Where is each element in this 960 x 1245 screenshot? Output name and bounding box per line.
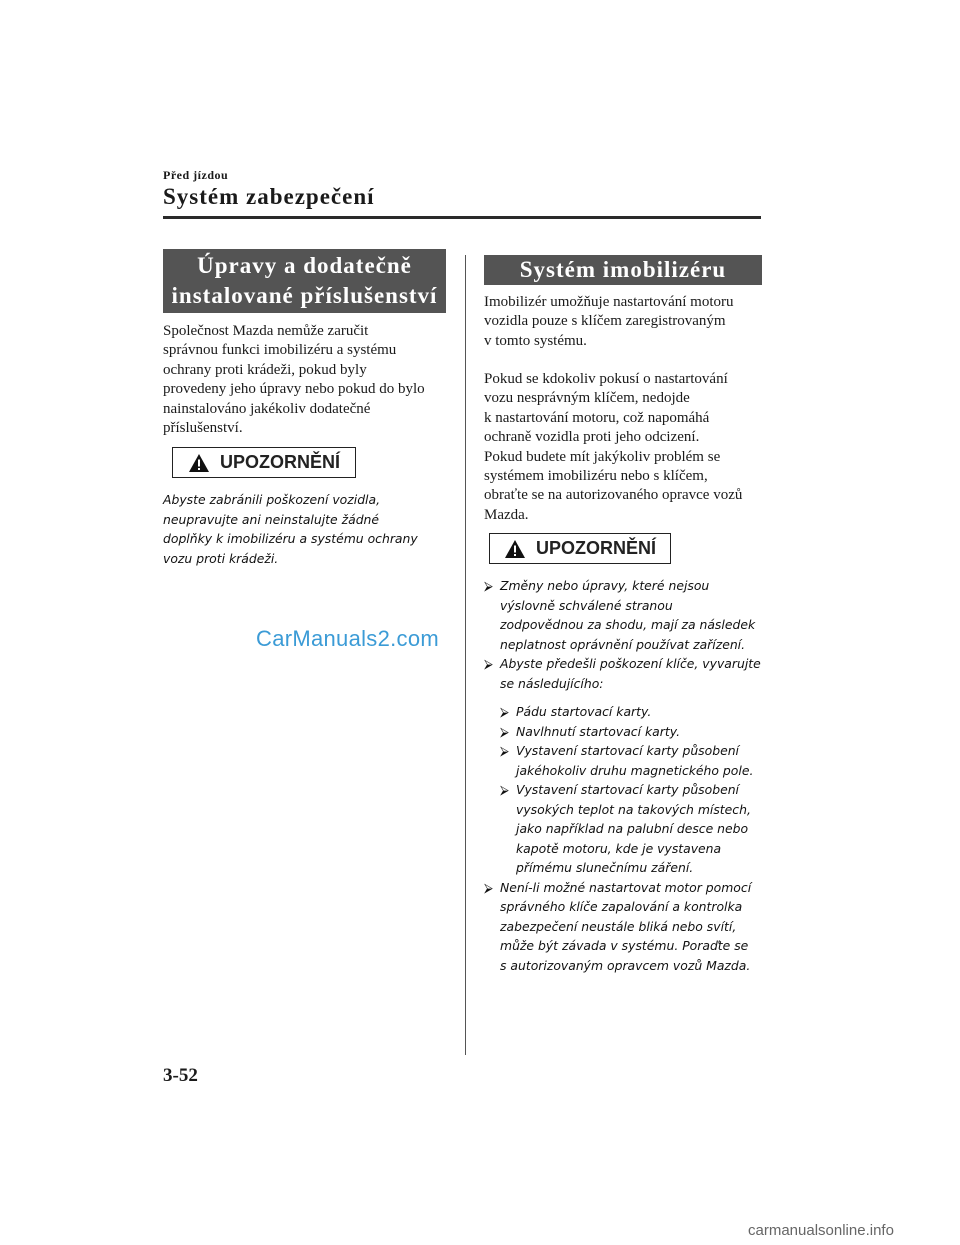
page-title: Systém zabezpečení <box>163 184 375 209</box>
heading-immobilizer: Systém imobilizéru <box>484 255 762 285</box>
text-line: nainstalováno jakékoliv dodatečné <box>163 400 371 417</box>
arrow-bullet-icon: ⮚ <box>500 743 509 758</box>
text-line: vozu nesprávným klíčem, nedojde <box>484 390 690 407</box>
text-line: vysokých teplot na takových místech, <box>516 801 751 817</box>
warning-text-left <box>163 490 453 568</box>
sub-list-item <box>500 780 764 878</box>
warning-box-right <box>489 533 671 564</box>
text-line: provedeny jeho úpravy nebo pokud do bylo <box>163 381 425 398</box>
heading-accessories-line1: Úpravy a dodatečně <box>197 253 412 278</box>
text-line: příslušenství. <box>163 420 243 437</box>
text-line: s autorizovaným opravcem vozů Mazda. <box>500 957 751 973</box>
warning-label: UPOZORNĚNÍ <box>535 538 656 558</box>
warning-box-left <box>172 447 356 478</box>
text-line: v tomto systému. <box>484 332 587 349</box>
warning-label: UPOZORNĚNÍ <box>219 452 340 472</box>
text-line: Vystavení startovací karty působení <box>516 743 739 758</box>
text-line: jakéhokoliv druhu magnetického pole. <box>516 762 754 778</box>
list-item <box>484 878 764 976</box>
text-line: se následujícího: <box>500 675 604 691</box>
text-line: jako například na palubní desce nebo <box>516 821 749 836</box>
text-line: vozu proti krádeži. <box>163 550 279 566</box>
text-line: zodpovědnou za shodu, mají za následek <box>500 617 756 632</box>
watermark: CarManuals2.com <box>256 626 440 651</box>
text-line: Vystavení startovací karty působení <box>516 782 739 797</box>
text-line: správnou funkci imobilizéru a systému <box>163 342 397 359</box>
sub-list-item <box>500 741 764 780</box>
text-line: neupravujte ani neinstalujte žádné <box>163 511 380 527</box>
arrow-bullet-icon: ⮚ <box>500 704 509 719</box>
text-line: Pokud budete mít jakýkoliv problém se <box>484 448 721 465</box>
arrow-bullet-icon: ⮚ <box>484 656 493 671</box>
text-line: Navlhnutí startovací karty. <box>516 723 681 739</box>
text-line: Není-li možné nastartovat motor pomocí <box>500 879 752 895</box>
immobilizer-paragraph-2 <box>484 370 774 525</box>
text-line: může být závada v systému. Poraďte se <box>500 938 749 953</box>
text-line: výslovně schválené stranou <box>500 597 673 613</box>
text-line: zabezpečení neustále bliká nebo svítí, <box>500 918 737 934</box>
text-line: ochraně vozidla proti jeho odcizení. <box>484 429 700 446</box>
sub-list-item <box>500 722 764 742</box>
text-line: Změny nebo úpravy, které nejsou <box>500 578 710 593</box>
footer-watermark: carmanualsonline.info <box>748 1222 894 1239</box>
text-line: Pokud se kdokoliv pokusí o nastartování <box>484 371 728 387</box>
header-rule <box>163 216 761 219</box>
text-line: přímému slunečnímu záření. <box>516 860 694 875</box>
sub-list-item <box>500 702 764 722</box>
text-line: Abyste zabránili poškození vozidla, <box>163 492 381 507</box>
warning-icon <box>504 539 526 559</box>
column-divider <box>465 255 466 1055</box>
warning-list-right <box>484 576 764 975</box>
text-line: systémem imobilizéru nebo s klíčem, <box>484 468 708 485</box>
text-line: Společnost Mazda nemůže zaručit <box>163 323 369 339</box>
section-label: Před jízdou <box>163 168 229 182</box>
text-line: Pádu startovací karty. <box>516 704 652 719</box>
accessories-paragraph <box>163 322 453 438</box>
warning-icon <box>188 453 210 473</box>
arrow-bullet-icon: ⮚ <box>500 723 509 739</box>
text-line: doplňky k imobilizéru a systému ochrany <box>163 531 418 546</box>
text-line: ochrany proti krádeži, pokud byly <box>163 361 367 378</box>
arrow-bullet-icon: ⮚ <box>484 879 493 895</box>
heading-accessories-line2: instalované příslušenství <box>171 283 438 308</box>
text-line: neplatnost oprávnění používat zařízení. <box>500 636 746 652</box>
text-line: Mazda. <box>484 506 529 523</box>
arrow-bullet-icon: ⮚ <box>500 782 509 797</box>
text-line: Imobilizér umožňuje nastartování motoru <box>484 294 734 310</box>
text-line: správného klíče zapalování a kontrolka <box>500 899 743 914</box>
text-line: Abyste předešli poškození klíče, vyvarujte <box>500 656 761 671</box>
list-item <box>484 576 764 654</box>
page-number: 3-52 <box>163 1065 198 1086</box>
immobilizer-paragraph-1 <box>484 293 774 351</box>
text-line: k nastartování motoru, což napomáhá <box>484 409 710 426</box>
text-line: obraťte se na autorizovaného opravce vozů <box>484 487 743 504</box>
list-item <box>484 654 764 693</box>
text-line: vozidla pouze s klíčem zaregistrovaným <box>484 313 726 330</box>
text-line: kapotě motoru, kde je vystavena <box>516 840 722 856</box>
heading-accessories <box>163 249 446 313</box>
arrow-bullet-icon: ⮚ <box>484 578 493 593</box>
